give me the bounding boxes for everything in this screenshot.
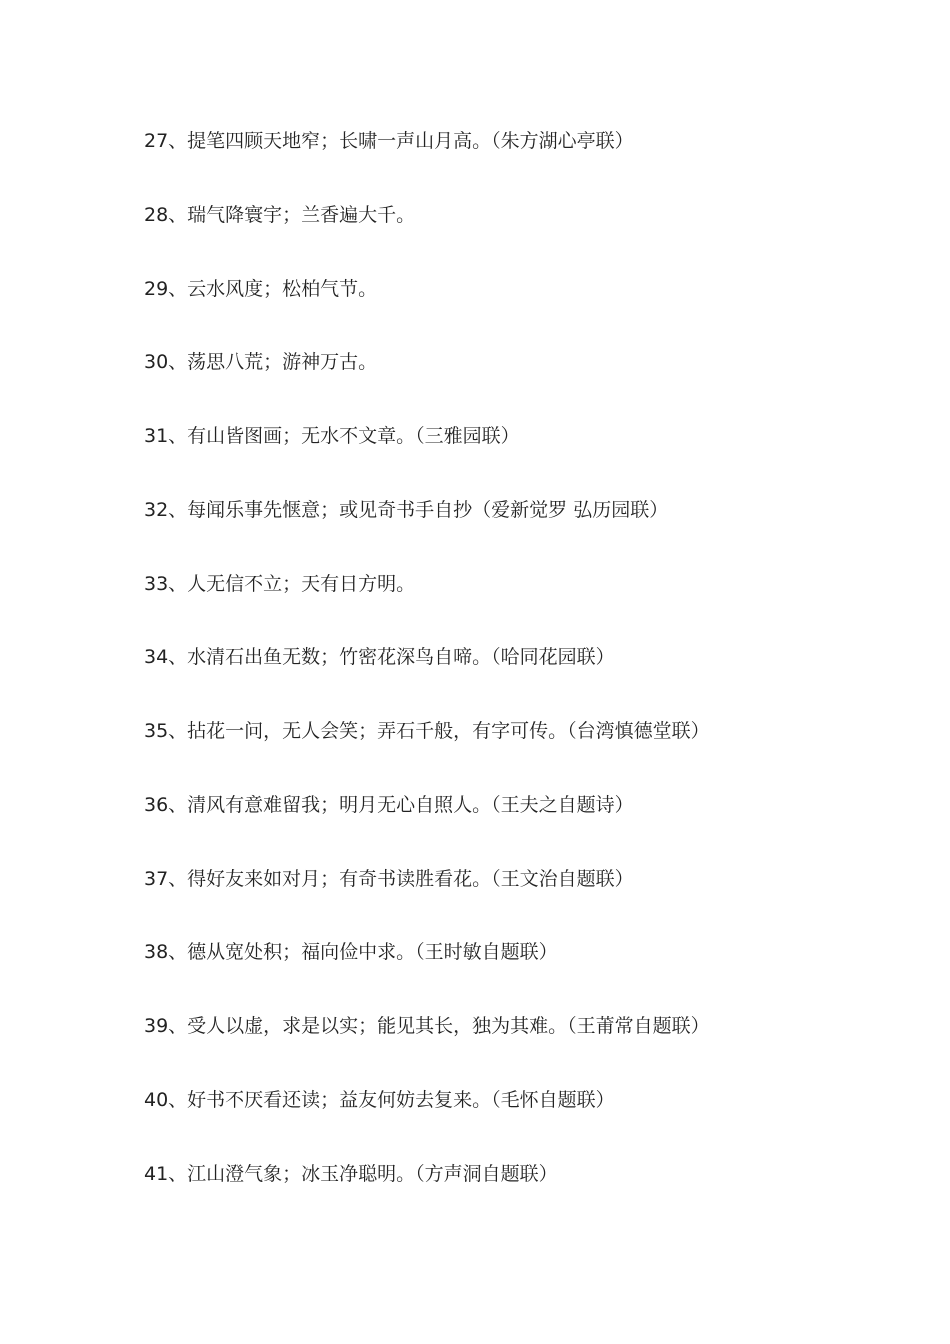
couplet-line: 33、人无信不立；天有日方明。: [144, 572, 416, 595]
couplet-line: 39、受人以虚，求是以实；能见其长，独为其难。（王莆常自题联）: [144, 1015, 710, 1037]
couplet-line: 34、水清石出鱼无数；竹密花深鸟自啼。（哈同花园联）: [144, 646, 615, 669]
couplet-line: 29、云水风度；松柏气节。: [144, 277, 378, 300]
couplet-line: 30、荡思八荒；游神万古。: [144, 351, 378, 374]
couplet-list: [144, 126, 904, 1232]
couplet-line: 37、得好友来如对月；有奇书读胜看花。（王文治自题联）: [144, 867, 634, 890]
couplet-line: 28、瑞气降寰宇；兰香遍大千。: [144, 203, 416, 226]
couplet-line: 27、提笔四顾天地窄；长啸一声山月高。（朱方湖心亭联）: [144, 130, 634, 152]
couplet-line: 36、清风有意难留我；明月无心自照人。（王夫之自题诗）: [144, 793, 634, 816]
couplet-line: 41、江山澄气象；冰玉净聪明。（方声洞自题联）: [144, 1162, 558, 1185]
couplet-line: 32、每闻乐事先惬意；或见奇书手自抄（爱新觉罗 弘历园联）: [144, 498, 669, 521]
couplet-line: 31、有山皆图画；无水不文章。（三雅园联）: [144, 425, 520, 447]
couplet-line: 35、拈花一问，无人会笑；弄石千般，有字可传。（台湾慎德堂联）: [144, 720, 710, 742]
couplet-line: 38、德从宽处积；福向俭中求。（王时敏自题联）: [144, 941, 558, 964]
couplet-line: 40、好书不厌看还读；益友何妨去复来。（毛怀自题联）: [144, 1088, 615, 1111]
